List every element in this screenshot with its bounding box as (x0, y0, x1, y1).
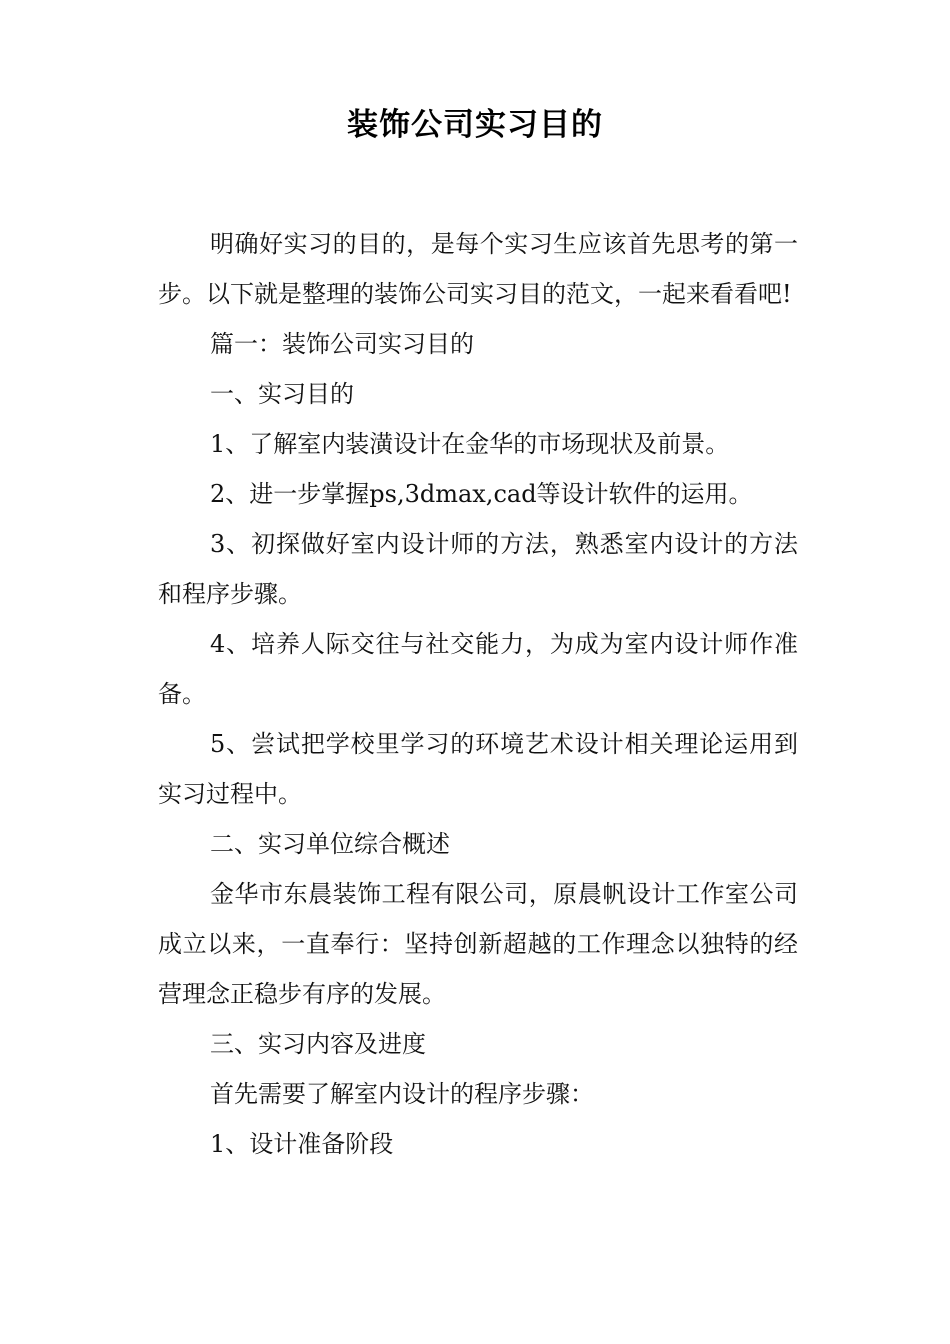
paragraph-item-4: 4、培养人际交往与社交能力，为成为室内设计师作准备。 (158, 630, 798, 708)
paragraph-item-3: 3、初探做好室内设计师的方法，熟悉室内设计的方法和程序步骤。 (158, 530, 798, 608)
document-title: 装饰公司实习目的 (347, 107, 603, 143)
paragraph-item-5: 5、尝试把学校里学习的环境艺术设计相关理论运用到实习过程中。 (158, 730, 798, 808)
paragraph-heading-purpose: 一、实习目的 (210, 380, 354, 408)
paragraph-intro: 明确好实习的目的，是每个实习生应该首先思考的第一步。以下就是整理的装饰公司实习目的范文，一起来看看吧! (158, 230, 798, 308)
paragraph-section-heading: 篇一：装饰公司实习目的 (210, 330, 474, 358)
paragraph-company-overview: 金华市东晨装饰工程有限公司，原晨帆设计工作室公司成立以来，一直奉行：坚持创新超越的工作理念以独特的经营理念正稳步有序的发展。 (158, 880, 798, 1008)
document-body (158, 219, 798, 1169)
paragraph-item-1: 1、了解室内装潢设计在金华的市场现状及前景。 (210, 430, 730, 458)
paragraph-step-1: 1、设计准备阶段 (210, 1130, 394, 1158)
paragraph-item-2: 2、进一步掌握ps,3dmax,cad等设计软件的运用。 (210, 480, 753, 508)
paragraph-steps-intro: 首先需要了解室内设计的程序步骤： (210, 1080, 594, 1108)
paragraph-heading-company: 二、实习单位综合概述 (210, 830, 450, 858)
paragraph-heading-content: 三、实习内容及进度 (210, 1030, 426, 1058)
